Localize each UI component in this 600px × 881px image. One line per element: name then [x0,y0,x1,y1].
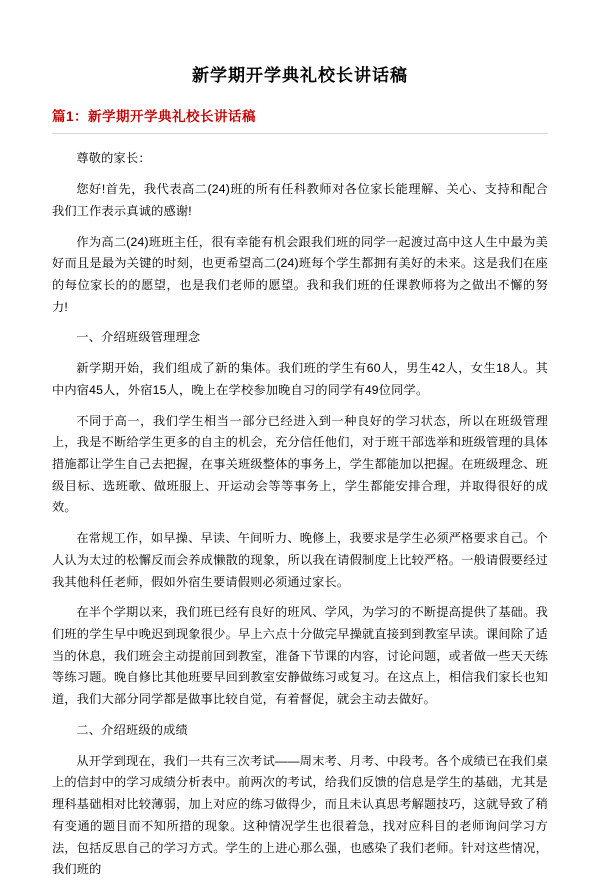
paragraph-routine-work: 在常规工作，如早操、早读、午间听力、晚修上，我要求是学生必须严格要求自己。个人认为太过的松懈反而会养成懒散的现象，所以我在请假制度上比较严格。一般请假要经过我其他科任老师，假如外宿生要请假则必须通过家长。 [52,531,548,589]
paragraph-heading-two: 二、介绍班级的成绩 [76,722,188,737]
paragraph-grades: 从开学到现在，我们一共有三次考试——周末考、月考、中段考。各个成绩已在我们桌上的信封中的学习成绩分析表中。前两次的考试，给我们反馈的信息是学生的基础，尤其是理科基础相对比较薄弱，加上对应的练习做得少，而且未认真思考解题技巧，这就导致了稍有变通的题目而不知所措的现象。这种情况学生也很着急，找对应科目的老师询问学习方法，包括反思自己的学习方式。学生的上进心那么强，也感染了我们老师。针对这些情况，我们班的 [52,753,548,877]
paragraph-salutation: 尊敬的家长： [76,151,151,166]
section-heading: 篇1：新学期开学典礼校长讲话稿 [52,108,257,124]
paragraph-greeting: 您好!首先，我代表高二(24)班的所有任科教师对各位家长能理解、关心、支持和配合我们工作表示真诚的感谢! [52,182,548,218]
heading-divider [52,133,548,134]
paragraph-manage-idea: 不同于高一，我们学生相当一部分已经进入到一种良好的学习状态，所以在班级管理上，我是不断给学生更多的自主的机会，充分信任他们，对于班干部选举和班级管理的具体措施都让学生自己去把握，在事关班级整体的事务上，学生都能加以把握。在班级理念、班级目标、选班歌、做班服上、开运动会等等事务上，学生都能安排合理，并取得很好的成效。 [52,413,548,515]
paragraph-intro: 作为高二(24)班班主任，很有幸能有机会跟我们班的同学一起渡过高中这人生中最为美好而且是最为关键的时刻，也更希望高二(24)班每个学生都拥有美好的未来。这是我们在座的每位家长的的愿望，也是我们老师的愿望。我和我们班的任课教师将为之做出不懈的努力! [52,234,548,314]
paragraph-class-compose: 新学期开始，我们组成了新的集体。我们班的学生有60人，男生42人，女生18人。其中内宿45人，外宿15人，晚上在学校参加晚自习的同学有49位同学。 [52,361,548,397]
paragraph-heading-one: 一、介绍班级管理理念 [76,330,201,345]
paragraph-half-term: 在半个学期以来，我们班已经有良好的班风、学风，为学习的不断提高提供了基础。我们班的学生早中晚迟到现象很少。早上六点十分做完早操就直接到到教室早读。课间除了适当的休息，我们班会主动提前回到教室，准备下节课的内容，讨论问题，或者做一些天天练等练习题。晚自修比其他班要早回到教室安静做练习或复习。在这点上，相信我们家长也知道，我们大部分同学都是做事比较自觉，有着督促，就会主动去做好。 [52,605,548,707]
page-title: 新学期开学典礼校长讲话稿 [192,66,408,85]
